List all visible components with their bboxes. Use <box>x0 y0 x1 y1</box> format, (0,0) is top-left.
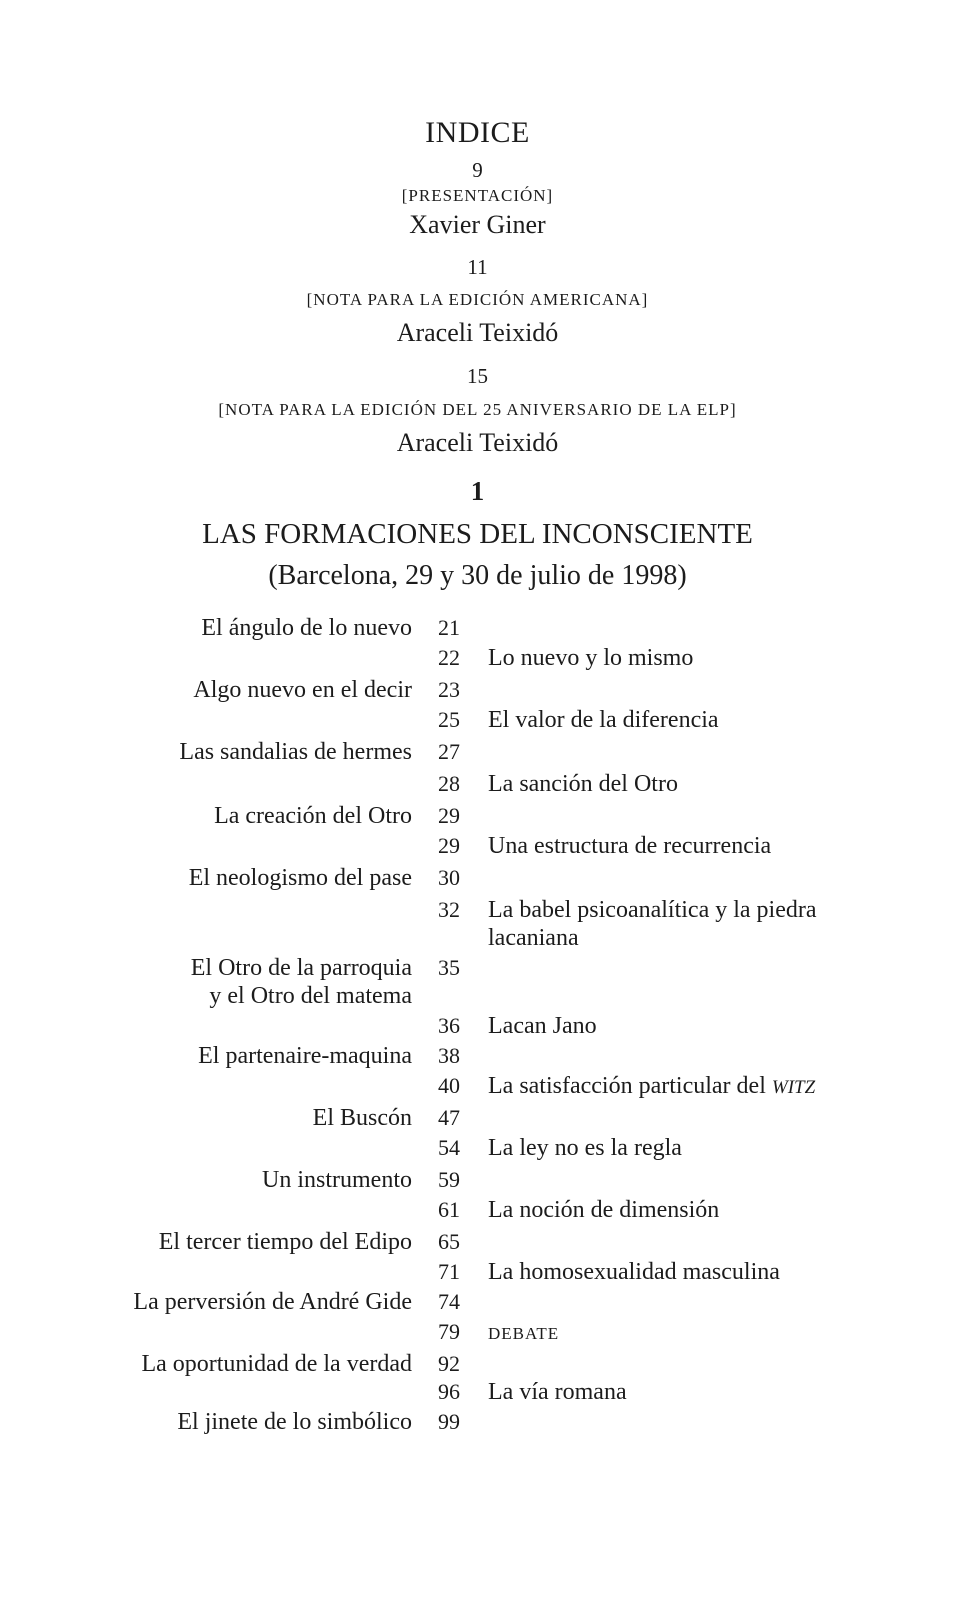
toc-entry-title: La creación del Otro <box>214 803 412 829</box>
front-label: [PRESENTACIÓN] <box>401 186 554 205</box>
toc-entry-title: La sanción del Otro <box>488 771 678 797</box>
toc-page-number: 35 <box>438 955 460 980</box>
toc-page-number: 65 <box>438 1229 460 1254</box>
section-subtitle: (Barcelona, 29 y 30 de julio de 1998) <box>268 560 687 591</box>
toc-page-number: 40 <box>438 1073 460 1098</box>
front-author: Araceli Teixidó <box>396 318 559 347</box>
toc-page-number: 96 <box>438 1379 460 1404</box>
toc-entry-title: La babel psicoanalítica y la piedra lacaniana <box>488 897 817 951</box>
toc-entry-title: La ley no es la regla <box>488 1135 682 1161</box>
section-number: 1 <box>470 476 485 506</box>
toc-page-number: 61 <box>438 1197 460 1222</box>
front-label: [NOTA PARA LA EDICIÓN AMERICANA] <box>306 290 649 309</box>
toc-entry-title: El Otro de la parroquia y el Otro del matema <box>190 955 412 1009</box>
toc-page-number: 29 <box>438 833 460 858</box>
toc-page-number: 23 <box>438 677 460 702</box>
toc-entry-title: El ángulo de lo nuevo <box>201 615 412 641</box>
toc-entry-title: Algo nuevo en el decir <box>193 677 412 703</box>
front-author: Xavier Giner <box>409 210 546 239</box>
toc-entry-title: El Buscón <box>312 1105 412 1131</box>
toc-entry-title: DEBATE <box>488 1324 560 1343</box>
front-author: Araceli Teixidó <box>396 428 559 457</box>
toc-entry-title: El tercer tiempo del Edipo <box>158 1229 412 1255</box>
toc-entry <box>0 954 955 1009</box>
toc-entry-title: El jinete de lo simbólico <box>177 1409 412 1435</box>
toc-entry-title: El valor de la diferencia <box>488 707 719 733</box>
toc-page-number: 29 <box>438 803 460 828</box>
toc-page-number: 32 <box>438 897 460 922</box>
toc-entry-title: La noción de dimensión <box>488 1197 720 1223</box>
toc-entry-title: La vía romana <box>488 1379 627 1405</box>
front-page-number: 9 <box>472 158 483 182</box>
toc-page-number: 74 <box>438 1289 460 1314</box>
toc-page-number: 47 <box>438 1105 460 1130</box>
toc-entry <box>0 1408 955 1448</box>
toc-page-number: 99 <box>438 1409 460 1434</box>
page-title: INDICE <box>425 116 530 149</box>
toc-page-number: 92 <box>438 1351 460 1376</box>
toc-entry-title: Una estructura de recurrencia <box>488 833 772 859</box>
front-page-number: 15 <box>467 364 488 388</box>
toc-page-number: 22 <box>438 645 460 670</box>
toc-entry-title: La satisfacción particular del WITZ <box>488 1073 816 1099</box>
toc-entry-title: Lacan Jano <box>488 1013 597 1039</box>
toc-entry-title: El neologismo del pase <box>188 865 412 891</box>
toc-entry-title: La homosexualidad masculina <box>488 1259 780 1285</box>
toc-page-number: 59 <box>438 1167 460 1192</box>
toc-entry-title: El partenaire-maquina <box>198 1043 412 1069</box>
toc-page-number: 36 <box>438 1013 460 1038</box>
toc-page-number: 30 <box>438 865 460 890</box>
toc-page-number: 27 <box>438 739 460 764</box>
toc-entry <box>0 896 955 951</box>
toc-entry-title: La oportunidad de la verdad <box>141 1351 412 1377</box>
toc-entry-title: Las sandalias de hermes <box>179 739 412 765</box>
toc-page-number: 21 <box>438 615 460 640</box>
toc-entry-title: La perversión de André Gide <box>133 1289 412 1315</box>
toc-page-number: 25 <box>438 707 460 732</box>
toc-page-number: 38 <box>438 1043 460 1068</box>
section-title: LAS FORMACIONES DEL INCONSCIENTE <box>202 518 753 550</box>
toc-entry-title: Lo nuevo y lo mismo <box>488 645 694 671</box>
toc-page-number: 79 <box>438 1319 460 1344</box>
front-page-number: 11 <box>467 255 488 279</box>
front-label: [NOTA PARA LA EDICIÓN DEL 25 ANIVERSARIO DE LA ELP] <box>218 400 737 419</box>
toc-page-number: 54 <box>438 1135 460 1160</box>
toc-entry-title: Un instrumento <box>262 1167 412 1193</box>
toc-page-number: 71 <box>438 1259 460 1284</box>
toc-page-number: 28 <box>438 771 460 796</box>
